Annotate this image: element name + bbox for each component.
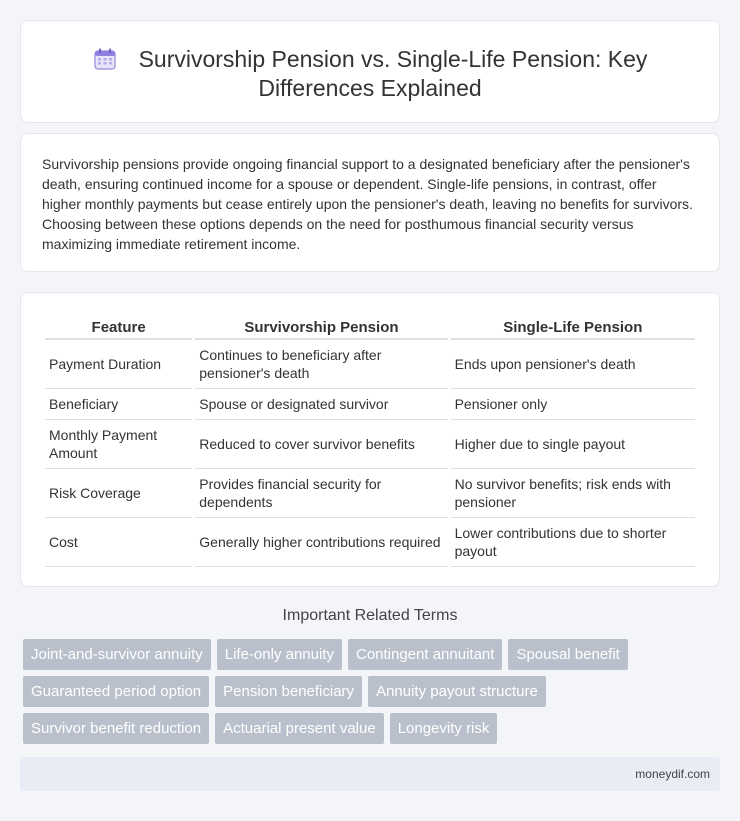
table-cell: Pensioner only	[451, 389, 695, 420]
table-cell: Higher due to single payout	[451, 420, 695, 469]
tag-contingent-annuitant[interactable]: Contingent annuitant	[348, 639, 502, 670]
source-link[interactable]: moneydif.com	[635, 767, 710, 781]
tag-spousal-benefit[interactable]: Spousal benefit	[508, 639, 627, 670]
table-row	[45, 340, 695, 389]
page-title	[21, 45, 719, 103]
table-row	[45, 389, 695, 420]
table-row	[45, 420, 695, 469]
table-row	[45, 469, 695, 518]
table-header-row	[45, 313, 695, 340]
table-cell: Provides financial security for dependents	[195, 469, 447, 518]
table-cell: Monthly Payment Amount	[45, 420, 192, 469]
table-row	[45, 518, 695, 567]
related-terms-title: Important Related Terms	[282, 607, 458, 624]
related-terms	[23, 639, 703, 750]
tag-actuarial-present-value[interactable]: Actuarial present value	[215, 713, 384, 744]
title-card	[20, 20, 720, 123]
header-survivorship: Survivorship Pension	[195, 313, 447, 340]
footer	[20, 757, 720, 791]
intro-card	[20, 133, 720, 272]
tag-annuity-payout-structure[interactable]: Annuity payout structure	[368, 676, 546, 707]
table-cell: Cost	[45, 518, 192, 567]
header-single-life: Single-Life Pension	[451, 313, 695, 340]
table-cell: Payment Duration	[45, 340, 192, 389]
table-cell: Beneficiary	[45, 389, 192, 420]
table-cell: Risk Coverage	[45, 469, 192, 518]
table-cell: Lower contributions due to shorter payout	[451, 518, 695, 567]
table-cell: Spouse or designated survivor	[195, 389, 447, 420]
tag-life-only-annuity[interactable]: Life-only annuity	[217, 639, 342, 670]
table-cell: Generally higher contributions required	[195, 518, 447, 567]
calendar-icon	[93, 47, 117, 71]
table-cell: Continues to beneficiary after pensioner's death	[195, 340, 447, 389]
intro-paragraph: Survivorship pensions provide ongoing financial support to a designated beneficiary after the pensioner's death, ensuring continued income for a spouse or dependent. Single-life pensions, in contrast, offer higher monthly payments but cease entirely upon the pensioner's death, leaving no benefits for survivors. Choosing between these options depends on the need for posthumous financial security versus maximizing immediate retirement income.	[42, 156, 693, 252]
tag-survivor-benefit-reduction[interactable]: Survivor benefit reduction	[23, 713, 209, 744]
comparison-table	[42, 313, 698, 567]
table-cell: Ends upon pensioner's death	[451, 340, 695, 389]
tag-longevity-risk[interactable]: Longevity risk	[390, 713, 498, 744]
tag-pension-beneficiary[interactable]: Pension beneficiary	[215, 676, 362, 707]
tag-joint-and-survivor-annuity[interactable]: Joint-and-survivor annuity	[23, 639, 211, 670]
table-cell: Reduced to cover survivor benefits	[195, 420, 447, 469]
title-line-1: Survivorship Pension vs. Single-Life Pension: Key	[138, 46, 648, 72]
tag-row	[23, 639, 703, 670]
tag-guaranteed-period-option[interactable]: Guaranteed period option	[23, 676, 209, 707]
tag-row	[23, 713, 703, 744]
comparison-card	[20, 292, 720, 587]
title-line-2: Differences Explained	[258, 75, 482, 101]
header-feature: Feature	[45, 313, 192, 340]
table-cell: No survivor benefits; risk ends with pensioner	[451, 469, 695, 518]
tag-row	[23, 676, 703, 707]
